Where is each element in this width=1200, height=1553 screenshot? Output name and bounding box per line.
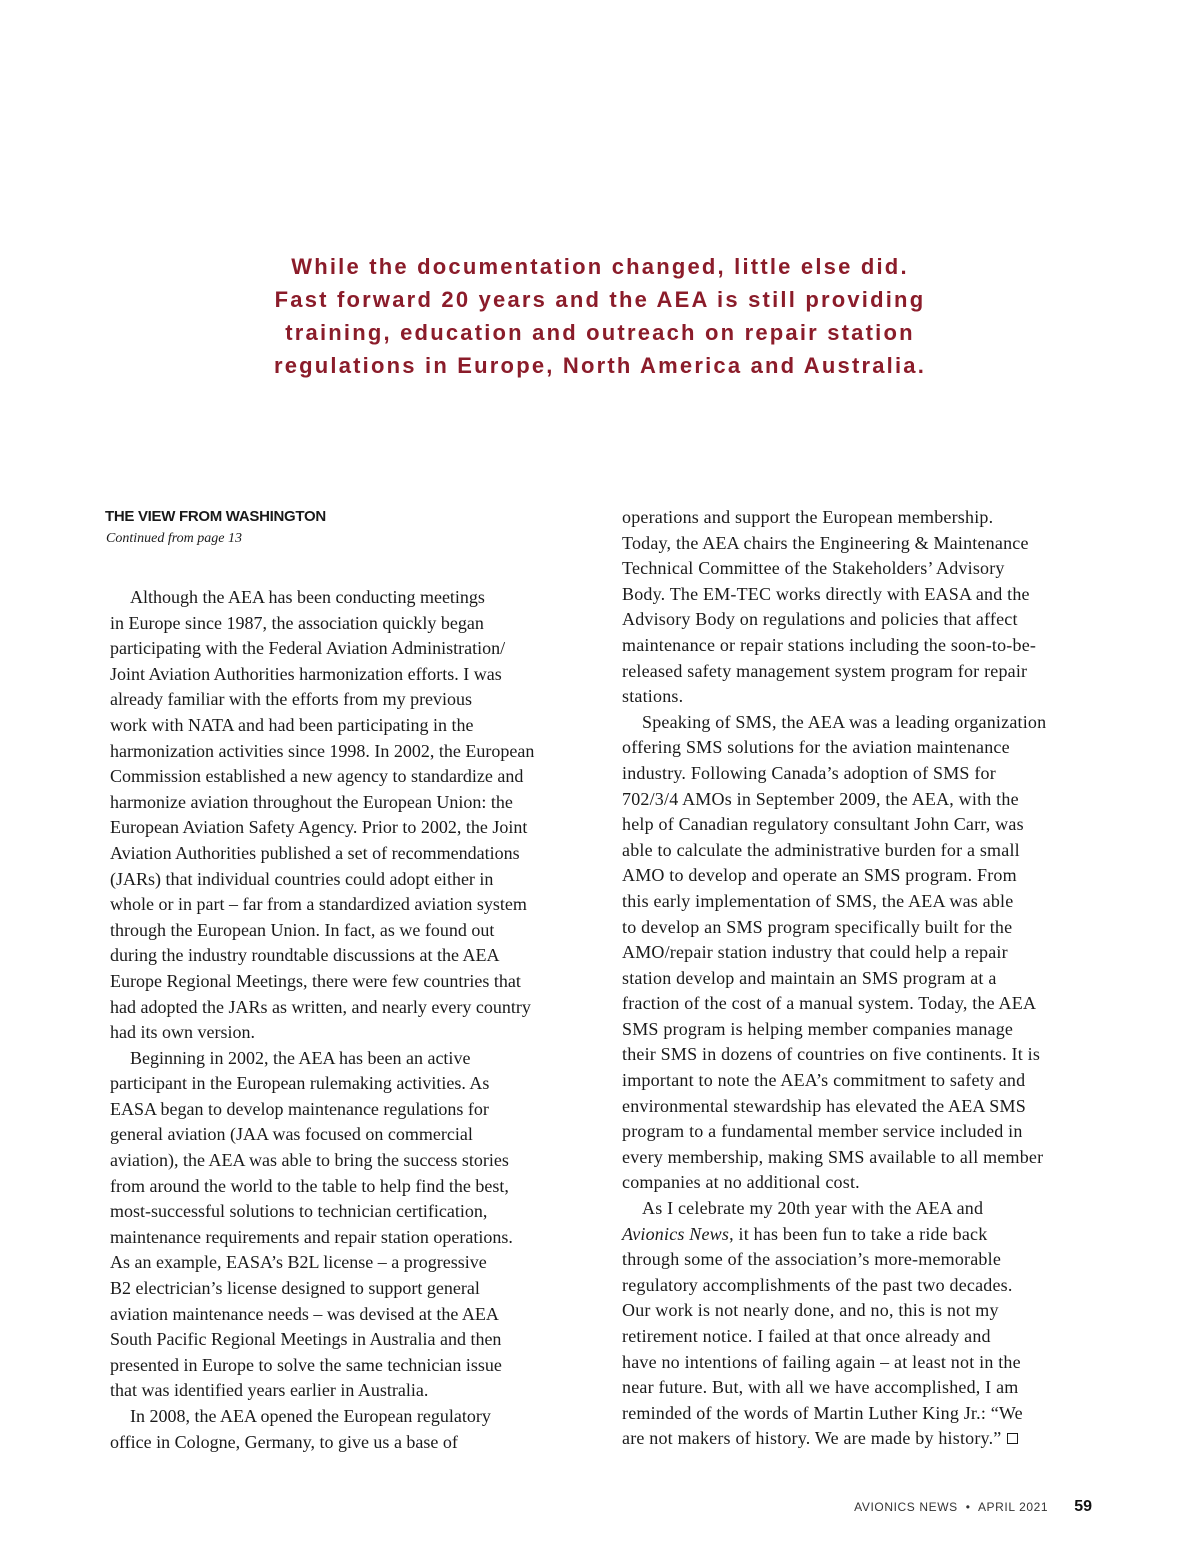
paragraph-line: already familiar with the efforts from my previous bbox=[110, 689, 473, 710]
paragraph-line: maintenance requirements and repair station operations. bbox=[110, 1226, 513, 1247]
paragraph-line: Europe Regional Meetings, there were few countries that bbox=[110, 970, 521, 991]
paragraph-line: South Pacific Regional Meetings in Australia and then bbox=[110, 1329, 502, 1350]
end-of-article-square-icon bbox=[1007, 1433, 1018, 1444]
paragraph-line: environmental stewardship has elevated the AEA SMS bbox=[622, 1095, 1026, 1116]
paragraph-line: program to a fundamental member service included in bbox=[622, 1121, 1023, 1142]
article-column-left bbox=[105, 505, 595, 1455]
paragraph-line: Although the AEA has been conducting meetings bbox=[130, 587, 485, 607]
paragraph-line: SMS program is helping member companies manage bbox=[622, 1018, 1014, 1039]
paragraph-line bbox=[622, 1196, 1104, 1222]
paragraph-line bbox=[622, 1426, 1104, 1452]
article-column-right bbox=[622, 505, 1104, 1452]
paragraph-line bbox=[622, 1222, 1104, 1248]
paragraph-line: their SMS in dozens of countries on five continents. It is bbox=[622, 1044, 1041, 1065]
paragraph-line: whole or in part – far from a standardized aviation system bbox=[110, 894, 527, 915]
paragraph-line: help of Canadian regulatory consultant John Carr, was bbox=[622, 814, 1024, 835]
paragraph-line: through the European Union. In fact, as we found out bbox=[110, 919, 495, 940]
line-text: As I celebrate my 20th year with the AEA and bbox=[642, 1198, 984, 1219]
footer-publication: AVIONICS NEWS bbox=[854, 1500, 958, 1514]
page-footer bbox=[854, 1498, 1092, 1516]
paragraph-line: most-successful solutions to technician certification, bbox=[110, 1201, 488, 1222]
paragraph-line: general aviation (JAA was focused on commercial bbox=[110, 1124, 473, 1145]
closing-lines bbox=[622, 1247, 1104, 1452]
paragraph-line: (JARs) that individual countries could adopt either in bbox=[110, 868, 494, 889]
paragraph-line: important to note the AEA’s commitment to safety and bbox=[622, 1070, 1026, 1091]
paragraph-line: Speaking of SMS, the AEA was a leading organization bbox=[642, 711, 1047, 732]
line-text: near future. But, with all we have accomplished, I am bbox=[622, 1377, 1019, 1398]
continued-from-note: Continued from page 13 bbox=[106, 531, 242, 546]
paragraph-line bbox=[622, 1350, 1104, 1376]
paragraph-line: AMO/repair station industry that could help a repair bbox=[622, 942, 1008, 963]
paragraph-line bbox=[622, 1375, 1104, 1401]
pull-quote-line: training, education and outreach on repair station bbox=[285, 320, 915, 345]
paragraph-line: to develop an SMS program specifically built for the bbox=[622, 916, 1013, 937]
footer-separator: • bbox=[965, 1500, 970, 1514]
paragraph-line: work with NATA and had been participating in the bbox=[110, 714, 474, 735]
paragraph-line bbox=[622, 1273, 1104, 1299]
publication-title: Avionics News bbox=[622, 1223, 730, 1244]
pull-quote-line: regulations in Europe, North America and Australia. bbox=[273, 353, 927, 378]
paragraph-line bbox=[622, 1401, 1104, 1427]
article-paragraph bbox=[110, 585, 595, 1046]
paragraph-line: operations and support the European membership. bbox=[622, 507, 994, 527]
paragraph-line bbox=[622, 1324, 1104, 1350]
paragraph-line bbox=[622, 1298, 1104, 1324]
paragraph-line: Today, the AEA chairs the Engineering & Maintenance bbox=[622, 532, 1029, 553]
paragraph-line: released safety management system program for repair bbox=[622, 660, 1028, 681]
article-paragraph bbox=[622, 505, 1104, 710]
paragraph-line: maintenance or repair stations including the soon-to-be- bbox=[622, 634, 1037, 655]
paragraph-line: harmonization activities since 1998. In 2002, the European bbox=[110, 740, 535, 761]
line-text: , it has been fun to take a ride back bbox=[729, 1223, 988, 1244]
line-text: Our work is not nearly done, and no, this is not my bbox=[622, 1300, 999, 1321]
article-paragraph bbox=[110, 1404, 595, 1455]
paragraph-line: this early implementation of SMS, the AEA was able bbox=[622, 890, 1014, 911]
paragraph-line: industry. Following Canada’s adoption of SMS for bbox=[622, 762, 996, 783]
paragraph-line: offering SMS solutions for the aviation maintenance bbox=[622, 737, 1010, 758]
paragraph-line: office in Cologne, Germany, to give us a base of bbox=[110, 1431, 458, 1452]
pull-quote-line: While the documentation changed, little else did. bbox=[291, 254, 909, 279]
paragraph-line: Beginning in 2002, the AEA has been an active bbox=[130, 1047, 471, 1068]
paragraph-line: had its own version. bbox=[110, 1022, 255, 1043]
paragraph-line: aviation maintenance needs – was devised at the AEA bbox=[110, 1303, 499, 1324]
article-paragraph bbox=[622, 1196, 1104, 1452]
paragraph-line: participating with the Federal Aviation Administration/ bbox=[110, 638, 506, 659]
line-text: are not makers of history. We are made by history.” bbox=[622, 1428, 1002, 1449]
line-text: have no intentions of failing again – at least not in the bbox=[622, 1351, 1021, 1372]
paragraph-line: Joint Aviation Authorities harmonization efforts. I was bbox=[110, 663, 502, 684]
paragraph-line: European Aviation Safety Agency. Prior to 2002, the Joint bbox=[110, 817, 528, 838]
line-text: reminded of the words of Martin Luther King Jr.: “We bbox=[622, 1402, 1023, 1423]
paragraph-line: from around the world to the table to help find the best, bbox=[110, 1175, 509, 1196]
paragraph-line: Technical Committee of the Stakeholders’ Advisory bbox=[622, 558, 1005, 579]
paragraph-line: participant in the European rulemaking activities. As bbox=[110, 1073, 490, 1094]
paragraph-line: that was identified years earlier in Australia. bbox=[110, 1380, 429, 1401]
paragraph-line: As an example, EASA’s B2L license – a progressive bbox=[110, 1252, 487, 1273]
paragraph-line: able to calculate the administrative burden for a small bbox=[622, 839, 1020, 860]
paragraph-line: had adopted the JARs as written, and nearly every country bbox=[110, 996, 531, 1017]
paragraph-line: presented in Europe to solve the same technician issue bbox=[110, 1354, 502, 1375]
paragraph-line: in Europe since 1987, the association quickly began bbox=[110, 612, 484, 633]
paragraph-line: EASA began to develop maintenance regulations for bbox=[110, 1098, 489, 1119]
article-paragraph bbox=[622, 710, 1104, 1196]
paragraph-line: every membership, making SMS available to all member bbox=[622, 1146, 1044, 1167]
footer-issue-date: APRIL 2021 bbox=[977, 1500, 1049, 1514]
paragraph-line: fraction of the cost of a manual system. Today, the AEA bbox=[622, 993, 1037, 1014]
paragraph-line: aviation), the AEA was able to bring the success stories bbox=[110, 1150, 509, 1171]
pull-quote-line: Fast forward 20 years and the AEA is still providing bbox=[274, 287, 926, 312]
line-text: retirement notice. I failed at that once already and bbox=[622, 1326, 991, 1346]
paragraph-line: stations. bbox=[622, 686, 684, 707]
section-heading: THE VIEW FROM WASHINGTON bbox=[105, 508, 326, 525]
paragraph-line: during the industry roundtable discussions at the AEA bbox=[110, 945, 500, 966]
paragraph-line: AMO to develop and operate an SMS program. From bbox=[622, 865, 1017, 886]
page-number: 59 bbox=[1074, 1498, 1092, 1515]
paragraph-line: B2 electrician’s license designed to support general bbox=[110, 1278, 480, 1299]
paragraph-line: In 2008, the AEA opened the European regulatory bbox=[130, 1406, 491, 1426]
right-column-body bbox=[622, 505, 1104, 1196]
paragraph-line: Body. The EM-TEC works directly with EASA and the bbox=[622, 583, 1030, 604]
left-column-body bbox=[110, 585, 595, 1455]
article-paragraph bbox=[110, 1046, 595, 1404]
paragraph-line: 702/3/4 AMOs in September 2009, the AEA, with the bbox=[622, 788, 1019, 809]
paragraph-line bbox=[622, 1247, 1104, 1273]
paragraph-line: station develop and maintain an SMS program at a bbox=[622, 967, 997, 988]
paragraph-line: Advisory Body on regulations and policies that affect bbox=[622, 609, 1018, 630]
paragraph-line: companies at no additional cost. bbox=[622, 1172, 860, 1193]
pull-quote bbox=[200, 250, 1000, 382]
paragraph-line: Aviation Authorities published a set of recommendations bbox=[110, 842, 520, 863]
paragraph-line: harmonize aviation throughout the European Union: the bbox=[110, 791, 513, 812]
line-text: through some of the association’s more-memorable bbox=[622, 1249, 1002, 1270]
line-text: regulatory accomplishments of the past two decades. bbox=[622, 1274, 1013, 1295]
paragraph-line: Commission established a new agency to standardize and bbox=[110, 766, 524, 787]
